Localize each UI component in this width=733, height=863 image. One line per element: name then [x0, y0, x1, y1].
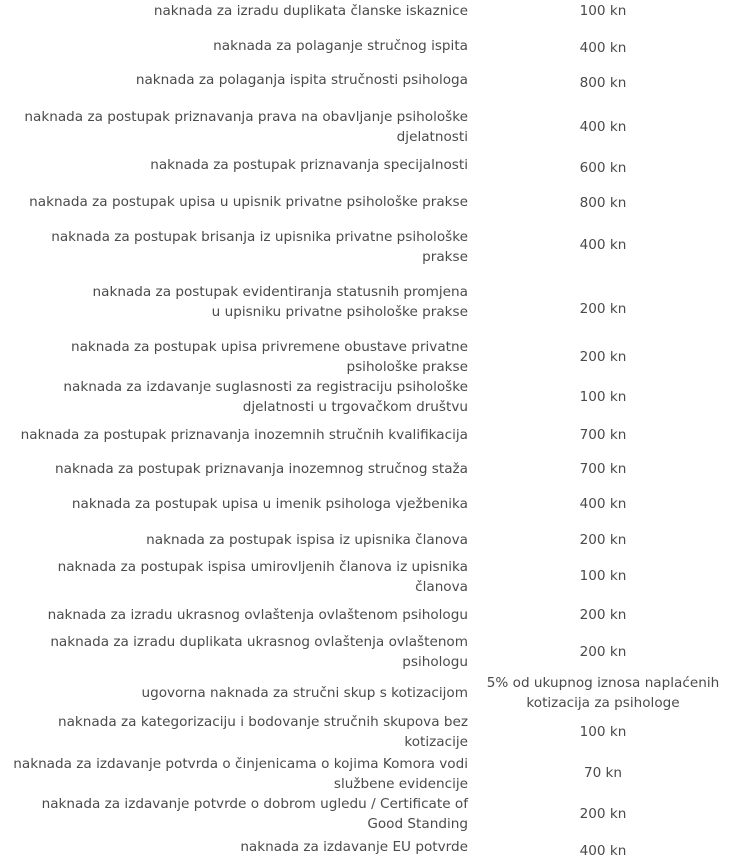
fee-amount [475, 459, 731, 479]
fee-description-line: naknada za postupak ispisa iz upisnika članova [146, 532, 468, 548]
fee-description-line: prakse [422, 249, 468, 265]
fee-description [0, 683, 468, 703]
fee-amount [475, 494, 731, 514]
fee-description-line: naknada za postupak evidentiranja statusnih promjena [92, 284, 468, 300]
fee-amount-line: 400 kn [579, 496, 627, 512]
fee-amount-line: 5% od ukupnog iznosa naplaćenih [486, 675, 720, 691]
fee-amount-line: 400 kn [579, 119, 627, 135]
fee-description-line: naknada za kategorizaciju i bodovanje stručnih skupova bez [57, 714, 468, 730]
fee-description [0, 377, 468, 417]
fee-description-line: naknada za polaganje stručnog ispita [213, 38, 468, 54]
fee-amount-line: 200 kn [579, 532, 627, 548]
fee-description [0, 530, 468, 550]
fee-description-line: naknada za izradu duplikata ukrasnog ovlaštenja ovlaštenom [50, 634, 468, 650]
fee-description-line: naknada za izradu ukrasnog ovlaštenja ovlaštenom psihologu [47, 607, 468, 623]
fee-amount-line: 200 kn [579, 607, 627, 623]
fee-amount [475, 299, 731, 319]
fee-amount [475, 642, 731, 662]
fee-amount [475, 73, 731, 93]
fee-amount [475, 425, 731, 445]
fee-description-line: naknada za postupak priznavanja prava na obavljanje psihološke [24, 109, 468, 125]
fee-amount [475, 158, 731, 178]
fee-description [0, 712, 468, 752]
fee-description-line: naknada za postupak priznavanja inozemnih stručnih kvalifikacija [20, 427, 468, 443]
fee-amount [475, 841, 731, 861]
fee-amount-line: 100 kn [579, 3, 627, 19]
fee-amount [475, 347, 731, 367]
fee-description-line: psihologu [402, 654, 468, 670]
fee-description [0, 36, 468, 56]
fee-description [0, 337, 468, 377]
fee-amount-line: 800 kn [579, 75, 627, 91]
fee-description-line: ugovorna naknada za stručni skup s kotizacijom [141, 685, 468, 701]
fee-amount-line: 800 kn [579, 195, 627, 211]
fee-amount-line: 600 kn [579, 160, 627, 176]
fee-amount [475, 1, 731, 21]
fee-description [0, 425, 468, 445]
fee-description-line: naknada za postupak priznavanja inozemnog stručnog staža [55, 461, 468, 477]
fee-description [0, 459, 468, 479]
fee-description [0, 1, 468, 21]
fee-description [0, 192, 468, 212]
fee-description-line: naknada za izdavanje EU potvrde [240, 839, 468, 855]
fee-description [0, 632, 468, 672]
fee-description-line: naknada za postupak upisa privremene obustave privatne [70, 339, 468, 355]
fee-description-line: naknada za polaganja ispita stručnosti psihologa [135, 72, 468, 88]
fee-amount-line: 400 kn [579, 843, 627, 859]
fee-amount [475, 530, 731, 550]
fee-amount-line: 100 kn [579, 568, 627, 584]
fee-description [0, 282, 468, 322]
fee-description-line: psihološke prakse [346, 359, 468, 375]
fee-description [0, 70, 468, 90]
fee-description-line: Good Standing [367, 816, 468, 832]
fee-description-line: naknada za postupak ispisa umirovljenih članova iz upisnika [57, 559, 468, 575]
fee-amount [475, 117, 731, 137]
fee-description-line: naknada za izdavanje suglasnosti za registraciju psihološke [63, 379, 468, 395]
fee-description-line: naknada za postupak brisanja iz upisnika privatne psihološke [51, 229, 468, 245]
fee-description-line: kotizacije [404, 734, 468, 750]
fee-description [0, 605, 468, 625]
fee-amount [475, 722, 731, 742]
fee-description-line: djelatnosti [396, 129, 468, 145]
fee-amount [475, 605, 731, 625]
fee-description-line: naknada za postupak upisa u upisnik privatne psihološke prakse [29, 194, 468, 210]
fee-amount-line: 200 kn [579, 349, 627, 365]
fee-description-line: naknada za izdavanje potvrde o dobrom ugledu / Certificate of [41, 796, 468, 812]
fee-description [0, 837, 468, 857]
fee-amount [475, 193, 731, 213]
fee-description-line: naknada za izradu duplikata članske iskaznice [153, 3, 468, 19]
fee-description-line: članova [415, 579, 468, 595]
fee-amount [475, 804, 731, 824]
fee-amount [475, 673, 731, 713]
fee-description-line: službene evidencije [333, 776, 468, 792]
fee-amount-line: 700 kn [579, 461, 627, 477]
fee-amount [475, 387, 731, 407]
fee-description-line: naknada za izdavanje potvrda o činjenicama o kojima Komora vodi [13, 756, 468, 772]
fee-description [0, 155, 468, 175]
fee-amount [475, 235, 731, 255]
fee-amount-line: 400 kn [579, 237, 627, 253]
fee-description-line: naknada za postupak priznavanja specijalnosti [150, 157, 468, 173]
fee-amount-line: 70 kn [583, 765, 623, 781]
fee-description [0, 227, 468, 267]
fee-description-line: u upisniku privatne psihološke prakse [211, 304, 468, 320]
fee-description [0, 557, 468, 597]
fee-description [0, 794, 468, 834]
fee-amount-line: 100 kn [579, 389, 627, 405]
fee-description-line: naknada za postupak upisa u imenik psihologa vježbenika [71, 496, 468, 512]
fee-amount [475, 763, 731, 783]
fee-description [0, 494, 468, 514]
fee-amount [475, 38, 731, 58]
fee-description [0, 107, 468, 147]
fee-amount-line: 200 kn [579, 301, 627, 317]
fee-amount-line: 200 kn [579, 806, 627, 822]
fee-amount [475, 566, 731, 586]
fee-amount-line: kotizacija za psihologe [526, 695, 680, 711]
fee-amount-line: 700 kn [579, 427, 627, 443]
fee-description [0, 754, 468, 794]
fee-amount-line: 200 kn [579, 644, 627, 660]
fee-amount-line: 100 kn [579, 724, 627, 740]
fee-description-line: djelatnosti u trgovačkom društvu [242, 399, 468, 415]
fee-amount-line: 400 kn [579, 40, 627, 56]
